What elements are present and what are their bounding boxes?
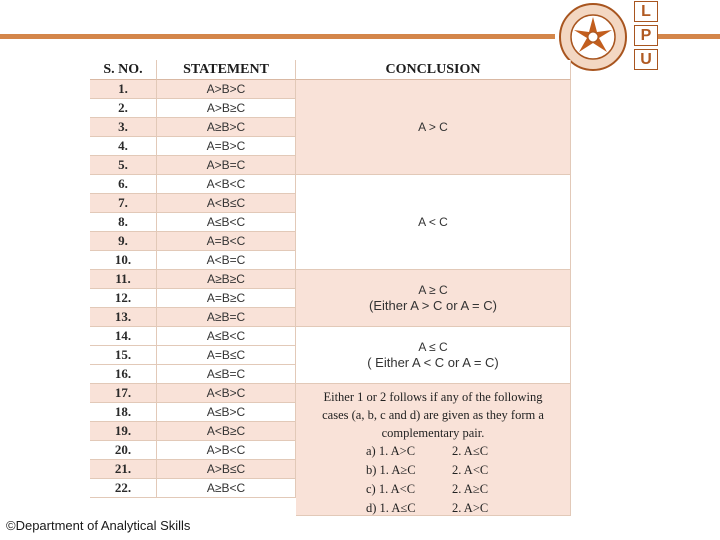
row-18-sno: 18. (90, 403, 157, 422)
row-14-statement: A≤B<C (157, 327, 296, 346)
logo-letter-l: L (634, 1, 658, 22)
logo-letter-u: U (634, 49, 658, 70)
footer-credit: ©Department of Analytical Skills (6, 518, 191, 533)
row-21-sno: 21. (90, 460, 157, 479)
row-15-statement: A=B≤C (157, 346, 296, 365)
conclusion-group-3-main: A ≥ C (418, 283, 448, 297)
row-22-sno: 22. (90, 479, 157, 498)
pair-1-left: a) 1. A>C (366, 444, 416, 458)
pair-3-left: c) 1. A<C (366, 482, 416, 496)
row-9-sno: 9. (90, 232, 157, 251)
row-13-sno: 13. (90, 308, 157, 327)
pair-1-right: 2. A≤C (452, 444, 489, 458)
row-14-sno: 14. (90, 327, 157, 346)
logo-letter-p: P (634, 25, 658, 46)
row-21-statement: A>B≤C (157, 460, 296, 479)
row-7-statement: A<B≤C (157, 194, 296, 213)
lpu-logo (634, 1, 658, 73)
row-3-sno: 3. (90, 118, 157, 137)
row-5-sno: 5. (90, 156, 157, 175)
row-12-statement: A=B≥C (157, 289, 296, 308)
pair-4-left: d) 1. A≤C (366, 501, 416, 515)
complementary-pair-1 (296, 442, 570, 461)
header-conclusion: CONCLUSION (296, 60, 571, 80)
conclusion-group-3 (296, 270, 571, 327)
row-8-sno: 8. (90, 213, 157, 232)
row-4-statement: A=B>C (157, 137, 296, 156)
header-accent-bar-left (0, 34, 555, 39)
conclusion-group-5-text-3: complementary pair. (381, 426, 485, 440)
row-17-sno: 17. (90, 384, 157, 403)
row-19-statement: A<B≥C (157, 422, 296, 441)
row-18-statement: A≤B>C (157, 403, 296, 422)
pair-3-right: 2. A≥C (452, 482, 489, 496)
conclusion-group-5-text-1: Either 1 or 2 follows if any of the following (323, 390, 543, 404)
complementary-pair-2 (296, 461, 570, 480)
row-11-statement: A≥B≥C (157, 270, 296, 289)
row-10-sno: 10. (90, 251, 157, 270)
row-7-sno: 7. (90, 194, 157, 213)
row-16-sno: 16. (90, 365, 157, 384)
row-4-sno: 4. (90, 137, 157, 156)
conclusion-group-2: A < C (296, 175, 571, 270)
pair-4-right: 2. A>C (452, 501, 489, 515)
conclusion-group-5-text-2: cases (a, b, c and d) are given as they form a (322, 408, 544, 422)
row-9-statement: A=B<C (157, 232, 296, 251)
pair-2-left: b) 1. A≥C (366, 463, 416, 477)
conclusion-group-3-note: (Either A > C or A = C) (369, 298, 497, 313)
complementary-pair-4 (296, 499, 570, 518)
row-13-statement: A≥B=C (157, 308, 296, 327)
row-6-sno: 6. (90, 175, 157, 194)
row-16-statement: A≤B=C (157, 365, 296, 384)
header-accent-bar-right (657, 34, 720, 39)
header-statement: STATEMENT (157, 60, 296, 80)
row-1-statement: A>B>C (157, 80, 296, 99)
conclusion-group-4-main: A ≤ C (418, 340, 448, 354)
complementary-pair-3 (296, 480, 570, 499)
row-17-statement: A<B>C (157, 384, 296, 403)
row-19-sno: 19. (90, 422, 157, 441)
row-22-statement: A≥B<C (157, 479, 296, 498)
row-12-sno: 12. (90, 289, 157, 308)
conclusion-group-5 (296, 384, 571, 516)
row-10-statement: A<B=C (157, 251, 296, 270)
row-3-statement: A≥B>C (157, 118, 296, 137)
conclusion-group-4 (296, 327, 571, 384)
row-8-statement: A≤B<C (157, 213, 296, 232)
row-2-statement: A>B≥C (157, 99, 296, 118)
pair-2-right: 2. A<C (452, 463, 489, 477)
syllogism-conclusion-table (90, 60, 571, 516)
row-2-sno: 2. (90, 99, 157, 118)
conclusion-group-4-note: ( Either A < C or A = C) (367, 355, 499, 370)
row-20-statement: A>B<C (157, 441, 296, 460)
row-1-sno: 1. (90, 80, 157, 99)
row-5-statement: A>B=C (157, 156, 296, 175)
row-6-statement: A<B<C (157, 175, 296, 194)
conclusion-group-1: A > C (296, 80, 571, 175)
row-11-sno: 11. (90, 270, 157, 289)
row-15-sno: 15. (90, 346, 157, 365)
row-20-sno: 20. (90, 441, 157, 460)
header-sno: S. NO. (90, 60, 157, 80)
